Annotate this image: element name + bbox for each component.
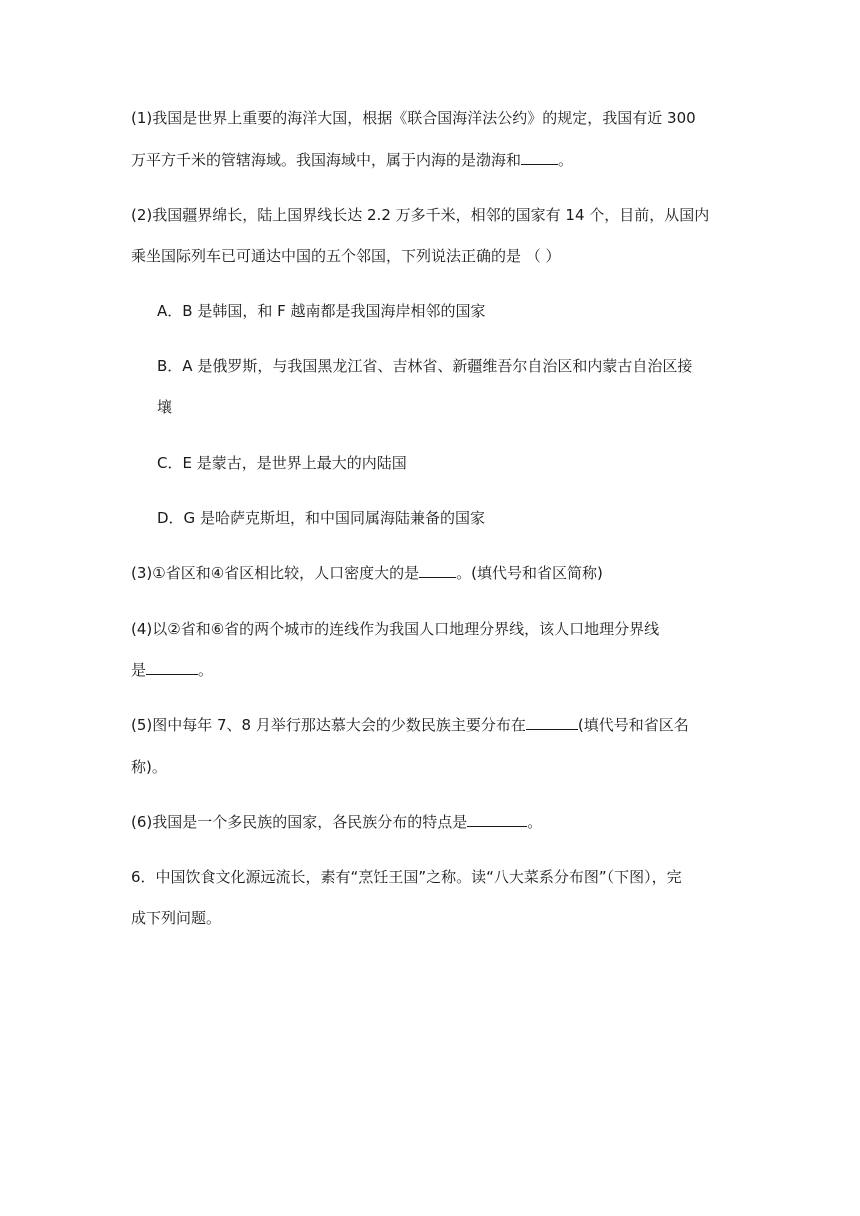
q5-hint: (填代号和省区名	[577, 716, 689, 734]
q5-text: (5)图中每年 7、8 月举行那达慕大会的少数民族主要分布在	[131, 716, 526, 734]
q2-option-a: A．B 是韩国，和 F 越南都是我国海岸相邻的国家	[157, 302, 486, 320]
q4-line2-text: 是	[131, 661, 147, 679]
q2-line2: 乘坐国际列车已可通达中国的五个邻国，下列说法正确的是 （ ）	[131, 247, 561, 265]
q5-answer-blank	[526, 715, 578, 730]
q2-option-b-line1: B．A 是俄罗斯，与我国黑龙江省、吉林省、新疆维吾尔自治区和内蒙古自治区接	[157, 357, 693, 375]
q1-line2-end: 。	[558, 151, 574, 169]
q4-line2-end: 。	[198, 661, 214, 679]
q5-line1	[131, 715, 689, 735]
q6-text: (6)我国是一个多民族的国家，各民族分布的特点是	[131, 813, 468, 831]
q2-option-d: D．G 是哈萨克斯坦，和中国同属海陆兼备的国家	[157, 509, 485, 527]
q2-option-b-line2: 壤	[157, 398, 173, 416]
q3-text: (3)①省区和④省区相比较，人口密度大的是	[131, 564, 420, 582]
q2-option-c: C．E 是蒙古，是世界上最大的内陆国	[157, 454, 407, 472]
q6-answer-blank	[467, 812, 527, 827]
q2-line1: (2)我国疆界绵长，陆上国界线长达 2.2 万多千米，相邻的国家有 14 个，目前，从国内	[131, 206, 710, 224]
q1-line1: (1)我国是世界上重要的海洋大国，根据《联合国海洋法公约》的规定，我国有近 300	[131, 109, 696, 127]
q-next-line1: 6．中国饮食文化源远流长，素有“烹饪王国”之称。读“八大菜系分布图”（下图），完	[131, 868, 682, 886]
q1-line2	[131, 150, 573, 170]
q3-line	[131, 563, 603, 583]
q1-line2-text: 万平方千米的管辖海域。我国海域中，属于内海的是渤海和	[131, 151, 522, 169]
q3-hint: 。(填代号和省区简称)	[456, 564, 603, 582]
q4-line2	[131, 660, 213, 680]
q6-end: 。	[527, 813, 543, 831]
q1-answer-blank	[521, 150, 558, 165]
q5-line2: 称)。	[131, 758, 167, 776]
q6-line	[131, 812, 542, 832]
q4-line1: (4)以②省和⑥省的两个城市的连线作为我国人口地理分界线，该人口地理分界线	[131, 620, 660, 638]
q3-answer-blank	[419, 563, 456, 578]
q4-answer-blank	[146, 660, 198, 675]
q-next-line2: 成下列问题。	[131, 909, 222, 927]
